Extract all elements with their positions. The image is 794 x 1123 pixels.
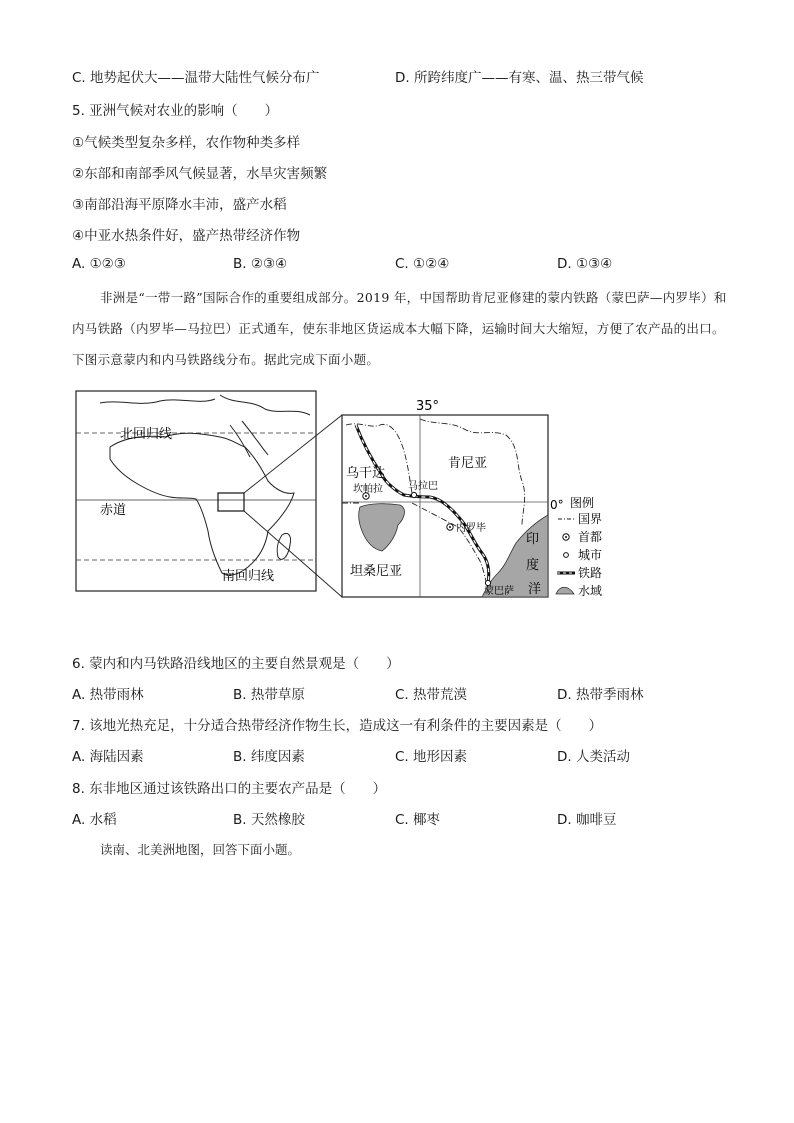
city-malaba-marker [411,492,416,497]
q8-stem: 8. 东非地区通过该铁路出口的主要农产品是（ ） [72,781,387,797]
capital-nairobi-dot [449,526,451,528]
city-mombasa-label: 蒙巴萨 [484,586,514,597]
q7-stem: 7. 该地光热充足，十分适合热带经济作物生长，造成这一有利条件的主要因素是（ ） [72,718,603,734]
longitude-label: 35° [416,399,440,414]
city-nairobi-label: 内罗毕 [456,523,486,534]
latitude-label: 0° [550,498,564,512]
ocean-char-1: 印 [526,532,540,547]
tropic-north-label: 北回归线 [120,427,173,442]
equator-label: 赤道 [100,503,127,518]
q5-item-1: ①气候类型复杂多样，农作物种类多样 [72,135,301,151]
ocean-char-2: 度 [526,558,540,573]
legend-water-icon [556,587,574,594]
q5-item-3: ③南部沿海平原降水丰沛，盛产水稻 [72,197,287,213]
q4-option-d: D. 所跨纬度广——有寒、温、热三带气候 [395,70,644,86]
q4-option-c: C. 地势起伏大——温带大陆性气候分布广 [72,70,320,86]
legend-railway-label: 铁路 [578,566,603,580]
q8-option-c: C. 椰枣 [395,812,441,828]
americas-passage: 读南、北美洲地图，回答下面小题。 [100,842,301,857]
q6-option-d: D. 热带季雨林 [557,687,644,703]
legend-title: 图例 [570,496,595,510]
q7-option-c: C. 地形因素 [395,749,468,765]
legend-city-label: 城市 [578,548,603,562]
country-kenya-label: 肯尼亚 [448,456,488,471]
q6-stem: 6. 蒙内和内马铁路沿线地区的主要自然景观是（ ） [72,656,400,672]
q7-option-b: B. 纬度因素 [233,749,305,765]
legend-border-label: 国界 [578,512,603,526]
q6-option-a: A. 热带雨林 [72,687,144,703]
legend-capital-label: 首都 [578,530,603,544]
country-uganda-label: 乌干达 [346,466,386,481]
q5-option-a: A. ①②③ [72,256,126,272]
reading-passage: 非洲是“一带一路”国际合作的重要组成部分。2019 年，中国帮助肯尼亚修建的蒙内铁路（蒙巴萨—内罗毕）和内马铁路（内罗毕—马拉巴）正式通车，使东非地区货运成本大幅下降，运输时间大大缩短，方便了农产品的出口。下图示意蒙内和内马铁路线分布。据此完成下面小题。 [72,290,727,367]
tropic-south-label: 南回归线 [222,569,275,584]
q6-option-b: B. 热带草原 [233,687,305,703]
q5-option-b: B. ②③④ [233,256,288,272]
q5-item-4: ④中亚水热条件好，盛产热带经济作物 [72,228,301,244]
q7-option-d: D. 人类活动 [557,749,630,765]
q5-stem: 5. 亚洲气候对农业的影响（ ） [72,103,279,119]
capital-kampala-dot [365,495,367,497]
q8-option-d: D. 咖啡豆 [557,812,617,828]
q8-option-a: A. 水稻 [72,812,117,828]
q5-option-d: D. ①③④ [557,256,613,272]
city-kampala-label: 坎帕拉 [353,484,383,495]
q8-option-b: B. 天然橡胶 [233,812,305,828]
legend-city-icon [564,553,569,558]
q5-option-c: C. ①②④ [395,256,450,272]
city-malaba-label: 马拉巴 [408,481,438,492]
q7-option-a: A. 海陆因素 [72,749,144,765]
q5-item-2: ②东部和南部季风气候显著，水旱灾害频繁 [72,166,328,182]
ocean-char-3: 洋 [528,582,542,597]
railway-map-figure [70,385,620,607]
country-tanzania-label: 坦桑尼亚 [350,564,403,579]
legend-water-label: 水域 [578,584,603,598]
legend-capital-dot [565,536,567,538]
city-mombasa-marker [485,580,490,585]
q6-option-c: C. 热带荒漠 [395,687,468,703]
